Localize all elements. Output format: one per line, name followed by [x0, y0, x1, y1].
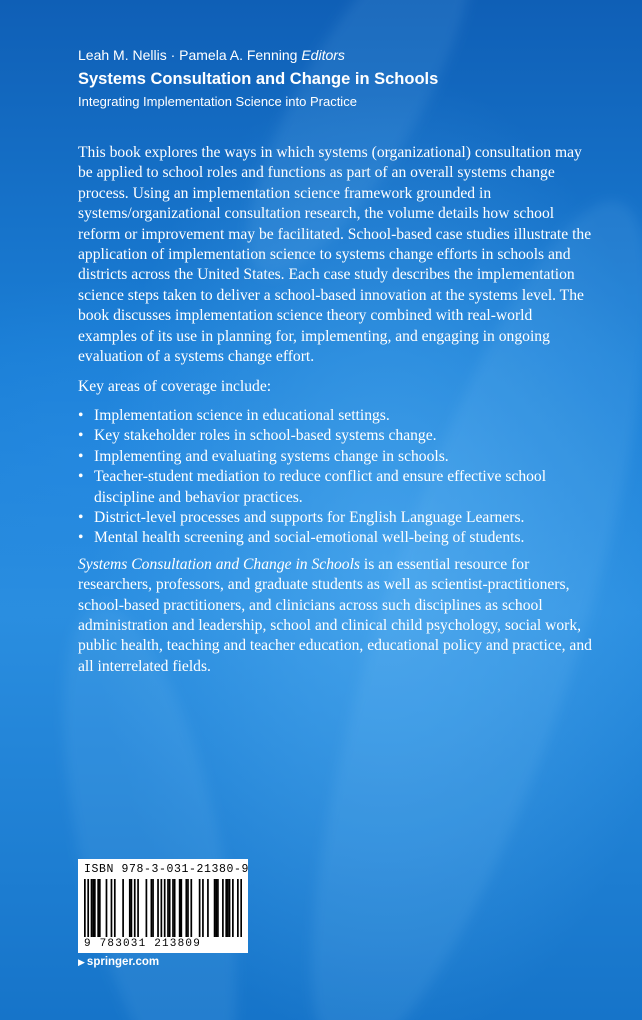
barcode-bar: [214, 879, 216, 937]
publisher-site: springer.com: [86, 956, 160, 968]
barcode-bar: [114, 879, 116, 937]
barcode-bar: [240, 879, 242, 937]
barcode-bar: [167, 879, 169, 937]
barcode-bar: [174, 879, 176, 937]
barcode-bar: [161, 879, 163, 937]
barcode-bar: [87, 879, 89, 937]
barcode-bar: [232, 879, 234, 937]
barcode-bar: [217, 879, 219, 937]
book-title: Systems Consultation and Change in Schools: [78, 70, 439, 88]
list-item: [78, 447, 592, 467]
list-item: [78, 467, 592, 508]
barcode-bar: [180, 879, 182, 937]
barcode-bar: [146, 879, 148, 937]
barcode-bar: [190, 879, 192, 937]
bullet-icon: •: [78, 508, 84, 526]
barcode-bar: [164, 879, 166, 937]
barcode-bar: [227, 879, 229, 937]
list-item: [78, 426, 592, 446]
barcode-bar: [229, 879, 231, 937]
barcode-bar: [225, 879, 227, 937]
isbn-barcode: [78, 859, 248, 953]
barcode-digits: 9 783031 213809: [84, 938, 202, 950]
key-areas-list: [78, 406, 592, 549]
bullet-icon: •: [78, 447, 84, 465]
barcode-bar: [202, 879, 204, 937]
closing-paragraph: [78, 555, 592, 677]
closing-book-title: Systems Consultation and Change in Schools: [78, 555, 360, 573]
bullet-icon: •: [78, 427, 84, 445]
barcode-bar: [157, 879, 159, 937]
barcode-bar: [222, 879, 224, 937]
barcode-bar: [129, 879, 131, 937]
barcode-bar: [199, 879, 201, 937]
barcode-bar: [169, 879, 171, 937]
list-item-text: Implementation science in educational settings.: [94, 406, 390, 424]
barcode-bar: [97, 879, 99, 937]
list-item: [78, 528, 592, 548]
list-item-text: Implementing and evaluating systems change in schools.: [94, 447, 449, 465]
list-item: [78, 508, 592, 528]
bullet-icon: •: [78, 468, 84, 486]
barcode-bar: [172, 879, 174, 937]
list-item-text: Key stakeholder roles in school-based systems change.: [94, 427, 437, 445]
barcode-bar: [134, 879, 136, 937]
barcode-bar: [99, 879, 101, 937]
publisher-link[interactable]: [78, 956, 159, 968]
barcode-bar: [122, 879, 124, 937]
editors-role: Editors: [301, 47, 345, 63]
barcode-bar: [111, 879, 113, 937]
barcode-bars: [84, 879, 242, 937]
barcode-bar: [137, 879, 139, 937]
barcode-bar: [152, 879, 154, 937]
editors-line: [78, 46, 438, 64]
list-item: [78, 406, 592, 426]
barcode-bar: [94, 879, 96, 937]
bullet-icon: •: [78, 529, 84, 547]
barcode-bar: [179, 879, 181, 937]
cover-header: [78, 46, 438, 111]
description-paragraph: This book explores the ways in which systems (organizational) consultation may be applied to school roles and functions as part of an overall systems change process. Using an implementation science framework grounded in systems/organizational consultation research, the volume details how school reform or improvement may be facilitated. School-based case studies illustrate the application of implementation science to systems change efforts in schools and districts across the United States. Each case study describes the implementation science steps taken to deliver a school-based innovation at the systems level. The book discusses implementation science theory combined with real-world examples of its use in planning for, implementing, and engaging in ongoing evaluation of a systems change effort.: [78, 144, 592, 366]
key-areas-intro: Key areas of coverage include:: [78, 378, 272, 396]
book-subtitle: Integrating Implementation Science into Practice: [78, 94, 357, 109]
barcode-bar: [92, 879, 94, 937]
list-item-text: Teacher-student mediation to reduce conflict and ensure effective school discipline and behavior practices.: [94, 468, 547, 506]
barcode-bar: [151, 879, 153, 937]
bullet-icon: •: [78, 406, 84, 424]
list-item-text: District-level processes and supports for English Language Learners.: [94, 508, 525, 526]
barcode-bar: [185, 879, 187, 937]
barcode-bar: [215, 879, 217, 937]
closing-text: is an essential resource for researchers, professors, and graduate students as well as scientist-practitioners, school-based practitioners, and clinicians across such disciplines as school administration and leadership, school and clinical child psychology, social work, public health, teaching and teacher education, educational policy and practice, and all interrelated fields.: [78, 555, 592, 675]
barcode-bar: [131, 879, 133, 937]
editors-names: Leah M. Nellis · Pamela A. Fenning: [78, 47, 298, 63]
barcode-bar: [187, 879, 189, 937]
barcode-bar: [106, 879, 108, 937]
triangle-right-icon: ▶: [78, 957, 85, 967]
barcode-bar: [84, 879, 86, 937]
isbn-label: ISBN 978-3-031-21380-9: [84, 863, 250, 876]
book-description: [78, 143, 592, 677]
barcode-bar: [237, 879, 239, 937]
barcode-bar: [207, 879, 209, 937]
list-item-text: Mental health screening and social-emotional well-being of students.: [94, 529, 525, 547]
barcode-bar: [91, 879, 93, 937]
